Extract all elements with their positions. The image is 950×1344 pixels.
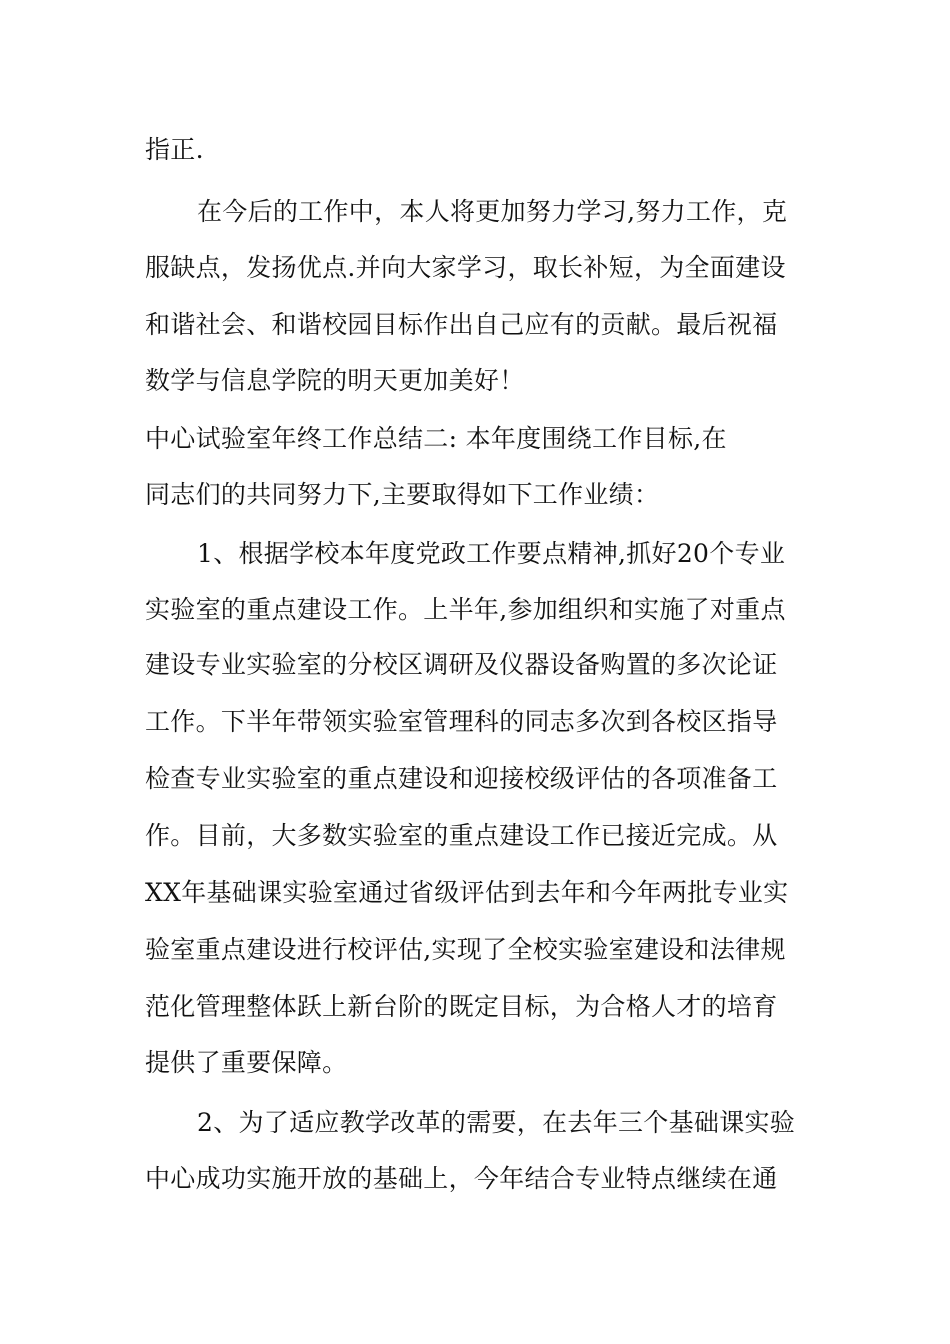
- text-line: 中心成功实施开放的基础上，今年结合专业特点继续在通: [145, 1164, 778, 1193]
- paragraph-first-line: 2、为了适应教学改革的需要，在去年三个基础课实验: [197, 1108, 796, 1137]
- text-line: 实验室的重点建设工作。上半年,参加组织和实施了对重点: [145, 595, 786, 624]
- text-line: 数学与信息学院的明天更加美好！: [145, 366, 525, 395]
- paragraph-first-line: 1、根据学校本年度党政工作要点精神,抓好20个专业: [197, 539, 786, 568]
- section-heading-line: 中心试验室年终工作总结二: 本年度围绕工作目标,在: [145, 424, 727, 453]
- text-line: XX年基础课实验室通过省级评估到去年和今年两批专业实: [145, 878, 789, 907]
- text-line: 检查专业实验室的重点建设和迎接校级评估的各项准备工: [145, 764, 778, 793]
- text-line: 指正.: [145, 135, 204, 164]
- paragraph-first-line: 在今后的工作中，本人将更加努力学习,努力工作，克: [197, 197, 788, 226]
- text-line: 提供了重要保障。: [145, 1048, 348, 1077]
- text-line: 验室重点建设进行校评估,实现了全校实验室建设和法律规: [145, 935, 786, 964]
- text-line: 服缺点，发扬优点.并向大家学习，取长补短，为全面建设: [145, 253, 786, 282]
- text-line: 同志们的共同努力下,主要取得如下工作业绩：: [145, 480, 660, 509]
- text-line: 范化管理整体跃上新台阶的既定目标，为合格人才的培育: [145, 992, 778, 1021]
- text-line: 作。目前，大多数实验室的重点建设工作已接近完成。从: [145, 821, 778, 850]
- text-line: 和谐社会、和谐校园目标作出自己应有的贡献。最后祝福: [145, 310, 778, 339]
- text-line: 工作。下半年带领实验室管理科的同志多次到各校区指导: [145, 707, 778, 736]
- text-line: 建设专业实验室的分校区调研及仪器设备购置的多次论证: [145, 650, 778, 679]
